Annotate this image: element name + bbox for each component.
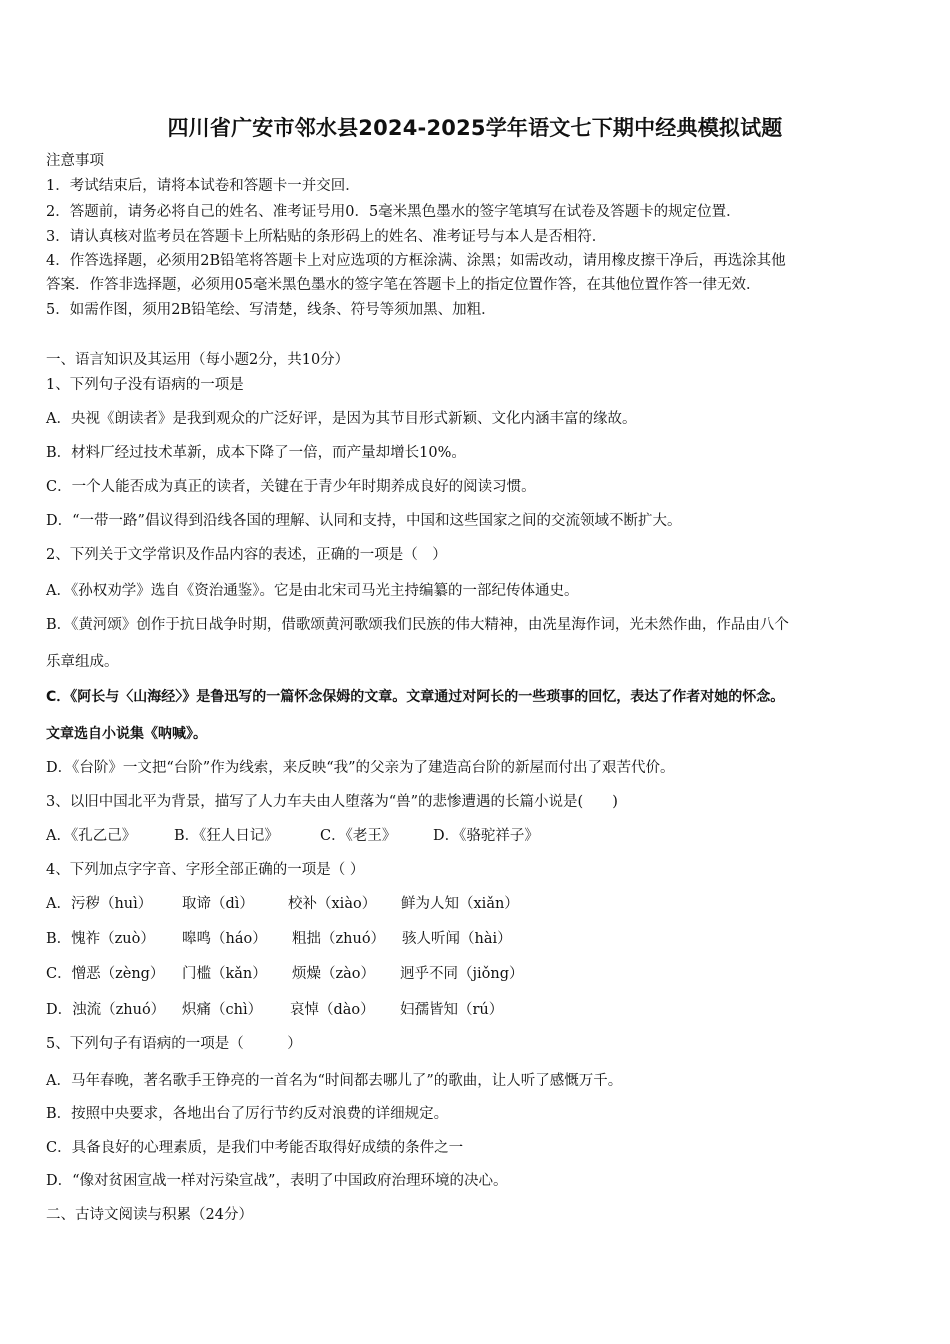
answer-option: 迥乎不同（jiǒng）: [400, 966, 524, 982]
question-stem: 3、以旧中国北平为背景，描写了人力车夫由人堕落为“兽”的悲惨遭遇的长篇小说是( ): [46, 794, 618, 810]
answer-option: A．污秽（huì）: [46, 896, 153, 912]
option-row: [46, 1000, 503, 1020]
question-stem: 4、下列加点字字音、字形全部正确的一项是（ ）: [46, 862, 365, 878]
answer-option: C．具备良好的心理素质，是我们中考能否取得好成绩的条件之一: [46, 1140, 464, 1156]
option-row: [46, 894, 519, 914]
answer-option: 骇人听闻（hài）: [402, 931, 512, 947]
option-row: [46, 964, 523, 984]
notice-item: 1．考试结束后，请将本试卷和答题卡一并交回．: [46, 178, 360, 194]
notice-heading: 注意事项: [46, 153, 104, 169]
answer-option: A．央视《朗读者》是我到观众的广泛好评，是因为其节目形式新颖、文化内涵丰富的缘故。: [46, 411, 637, 427]
question-stem: 1、下列句子没有语病的一项是: [46, 377, 244, 393]
option-row: [46, 826, 539, 846]
notice-item: 2．答题前，请务必将自己的姓名、准考证号用0．5毫米黑色墨水的签字笔填写在试卷及答题卡的规定位置．: [46, 204, 741, 220]
answer-option: C．憎恶（zèng）: [46, 966, 165, 982]
answer-option: 炽痛（chì）: [182, 1002, 263, 1018]
answer-option: 校补（xiào）: [288, 896, 377, 912]
answer-option: D．浊流（zhuó）: [46, 1002, 166, 1018]
answer-option: D．《台阶》一文把“台阶”作为线索，来反映“我”的父亲为了建造高台阶的新屋而付出了艰苦代价。: [46, 760, 675, 776]
exam-title: 四川省广安市邻水县2024-2025学年语文七下期中经典模拟试题: [167, 116, 783, 140]
answer-option: 嗥鸣（háo）: [182, 931, 267, 947]
answer-option: 取谛（dì）: [182, 896, 254, 912]
question-stem: 5、下列句子有语病的一项是（ ）: [46, 1036, 302, 1052]
answer-option-continued: 文章选自小说集《呐喊》。: [46, 726, 207, 742]
answer-option: C．《老王》: [320, 828, 397, 844]
answer-option: 妇孺皆知（rú）: [400, 1002, 504, 1018]
section-heading: 二、古诗文阅读与积累（24分）: [46, 1207, 253, 1223]
answer-option: B．《黄河颂》创作于抗日战争时期，借歌颂黄河歌颂我们民族的伟大精神，由冼星海作词，光未然作曲，作品由八个: [46, 617, 789, 633]
section-heading: 一、语言知识及其运用（每小题2分，共10分）: [46, 352, 350, 368]
notice-item: 4．作答选择题，必须用2B铅笔将答题卡上对应选项的方框涂满、涂黑；如需改动，请用橡皮擦干净后，再选涂其他: [46, 253, 786, 269]
answer-option: C．一个人能否成为真正的读者，关键在于青少年时期养成良好的阅读习惯。: [46, 479, 536, 495]
answer-option-continued: 乐章组成。: [46, 654, 119, 670]
answer-option: B．愧祚（zuò）: [46, 931, 155, 947]
answer-option: 烦燥（zào）: [292, 966, 376, 982]
answer-option: D．“像对贫困宣战一样对污染宣战”，表明了中国政府治理环境的决心。: [46, 1173, 508, 1189]
question-stem: 2、下列关于文学常识及作品内容的表述，正确的一项是（ ）: [46, 547, 447, 563]
answer-option: 门槛（kǎn）: [182, 966, 267, 982]
answer-option: D．《骆驼祥子》: [433, 828, 539, 844]
answer-option: B．材料厂经过技术革新，成本下降了一倍，而产量却增长10%。: [46, 445, 466, 461]
answer-option: A．《孙权劝学》选自《资治通鉴》。它是由北宋司马光主持编纂的一部纪传体通史。: [46, 583, 579, 599]
notice-item: 答案．作答非选择题，必须用05毫米黑色墨水的签字笔在答题卡上的指定位置作答，在其他位置作答一律无效．: [46, 277, 761, 293]
answer-option: A．《孔乙己》: [46, 828, 137, 844]
answer-option: B．按照中央要求，各地出台了厉行节约反对浪费的详细规定。: [46, 1106, 449, 1122]
answer-option: 粗拙（zhuó）: [292, 931, 386, 947]
answer-option: C．《阿长与〈山海经〉》是鲁迅写的一篇怀念保姆的文章。文章通过对阿长的一些琐事的回忆，表达了作者对她的怀念。: [46, 689, 785, 705]
answer-option: B．《狂人日记》: [174, 828, 279, 844]
answer-option: 鲜为人知（xiǎn）: [401, 896, 519, 912]
answer-option: 哀悼（dào）: [290, 1002, 375, 1018]
answer-option: A．马年春晚，著名歌手王铮亮的一首名为“时间都去哪儿了”的歌曲，让人听了感慨万千。: [46, 1073, 623, 1089]
answer-option: D．“一带一路”倡议得到沿线各国的理解、认同和支持，中国和这些国家之间的交流领域不断扩大。: [46, 513, 682, 529]
option-row: [46, 929, 512, 949]
notice-item: 3．请认真核对监考员在答题卡上所粘贴的条形码上的姓名、准考证号与本人是否相符．: [46, 229, 607, 245]
notice-item: 5．如需作图，须用2B铅笔绘、写清楚，线条、符号等须加黑、加粗．: [46, 302, 496, 318]
